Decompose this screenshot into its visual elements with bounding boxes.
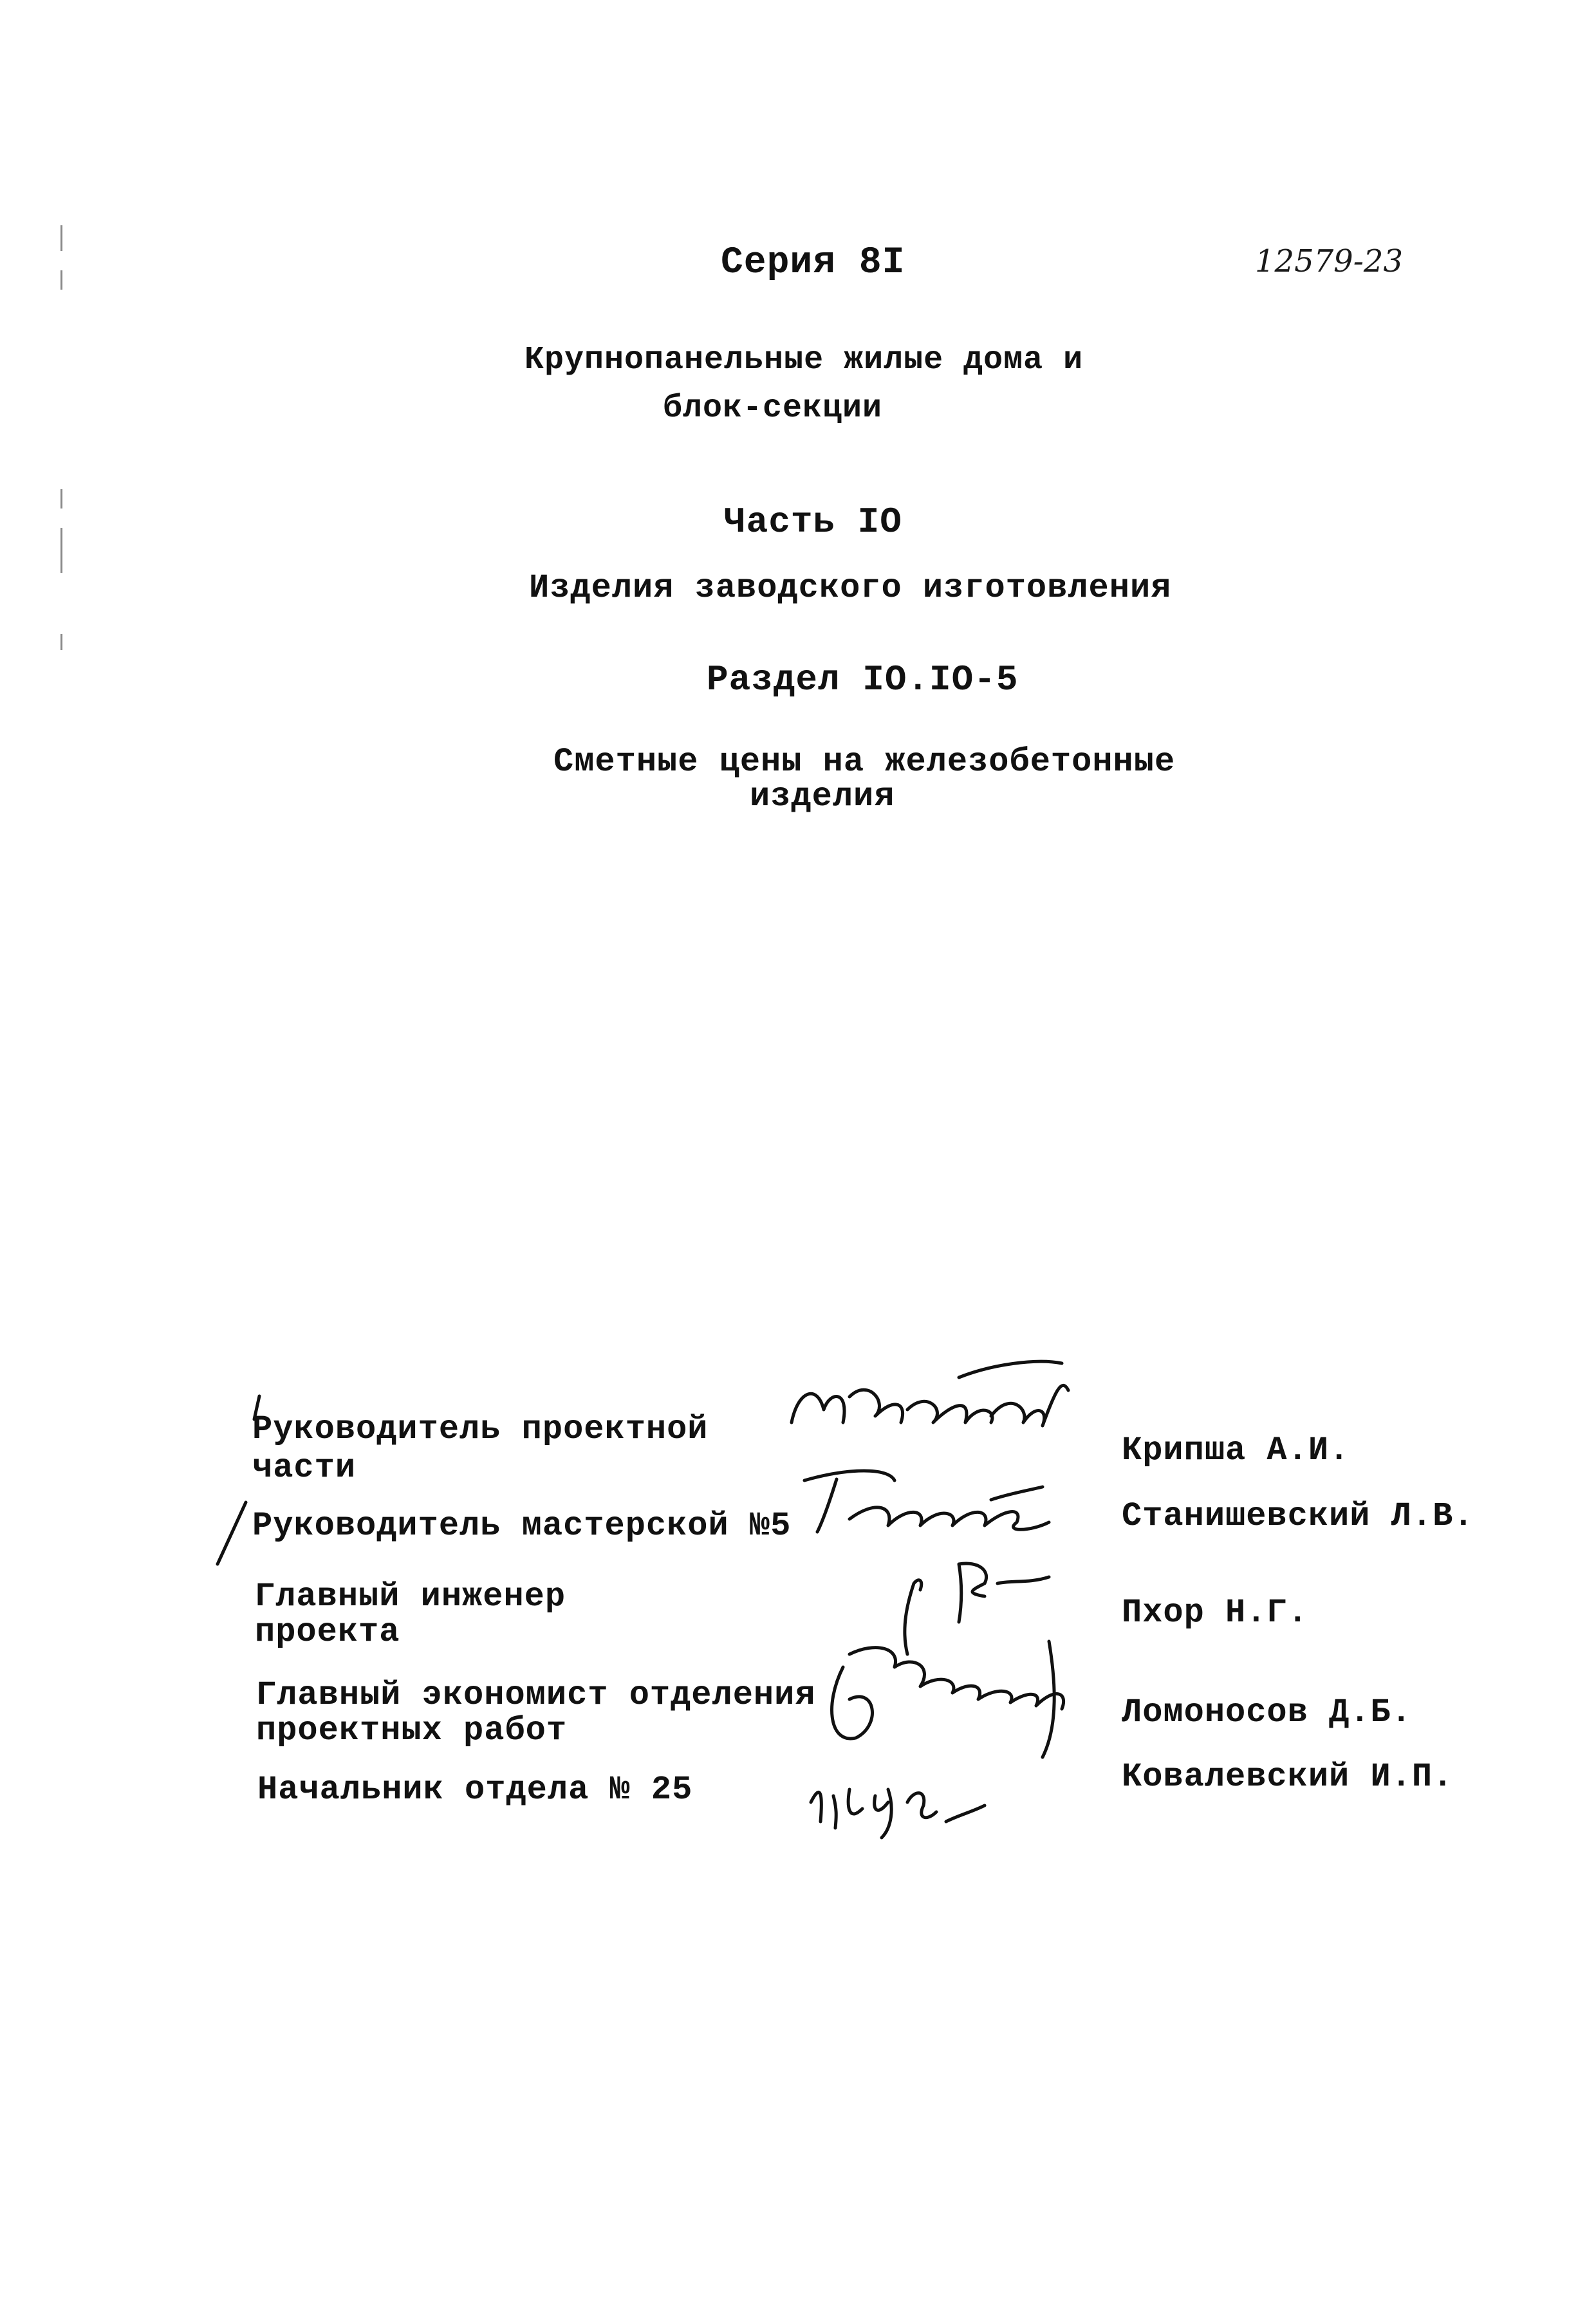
- series-label: Серия 8I: [721, 242, 905, 284]
- scan-edge-mark: [60, 270, 62, 290]
- signatory-role: Главный экономист отделения: [256, 1676, 816, 1714]
- signatory-role: Начальник отдела № 25: [257, 1771, 693, 1809]
- signatory-name: Крипша А.И.: [1122, 1432, 1350, 1469]
- signatory-name: Ковалевский И.П.: [1122, 1758, 1454, 1796]
- check-mark-icon: [248, 1394, 274, 1432]
- signature-1-icon: [779, 1352, 1075, 1442]
- scan-edge-mark: [60, 489, 62, 508]
- signatory-role: Руководитель проектной: [252, 1410, 709, 1448]
- part-title: Изделия заводского изготовления: [529, 569, 1172, 607]
- section-title-line-2: изделия: [750, 778, 895, 816]
- check-mark-icon: [212, 1500, 251, 1571]
- signatory-role-cont: части: [252, 1449, 357, 1487]
- signatory-name: Станишевский Л.В.: [1122, 1497, 1474, 1535]
- document-number: 12579-23: [1255, 243, 1403, 279]
- part-label: Часть IO: [724, 501, 902, 543]
- scan-edge-mark: [60, 528, 62, 573]
- signatory-role: Главный инженер: [255, 1578, 566, 1616]
- signatory-role: Руководитель мастерской №5: [252, 1507, 792, 1545]
- signature-4-icon: [804, 1628, 1088, 1764]
- signatory-name: Ломоносов Д.Б.: [1122, 1693, 1412, 1731]
- title-line-2: блок-секции: [663, 390, 883, 427]
- title-line-1: Крупнопанельные жилые дома и: [524, 342, 1084, 378]
- scan-edge-mark: [60, 634, 62, 650]
- signature-2-icon: [798, 1461, 1055, 1538]
- signatory-name: Пхор Н.Г.: [1122, 1594, 1308, 1632]
- section-label: Раздел IO.IO-5: [707, 659, 1019, 700]
- signatory-role-cont: проекта: [255, 1613, 400, 1651]
- signature-5-icon: [798, 1751, 1004, 1841]
- section-title-line-1: Сметные цены на железобетонные: [553, 743, 1176, 781]
- scan-edge-mark: [60, 225, 62, 251]
- signatory-role-cont: проектных работ: [256, 1712, 568, 1749]
